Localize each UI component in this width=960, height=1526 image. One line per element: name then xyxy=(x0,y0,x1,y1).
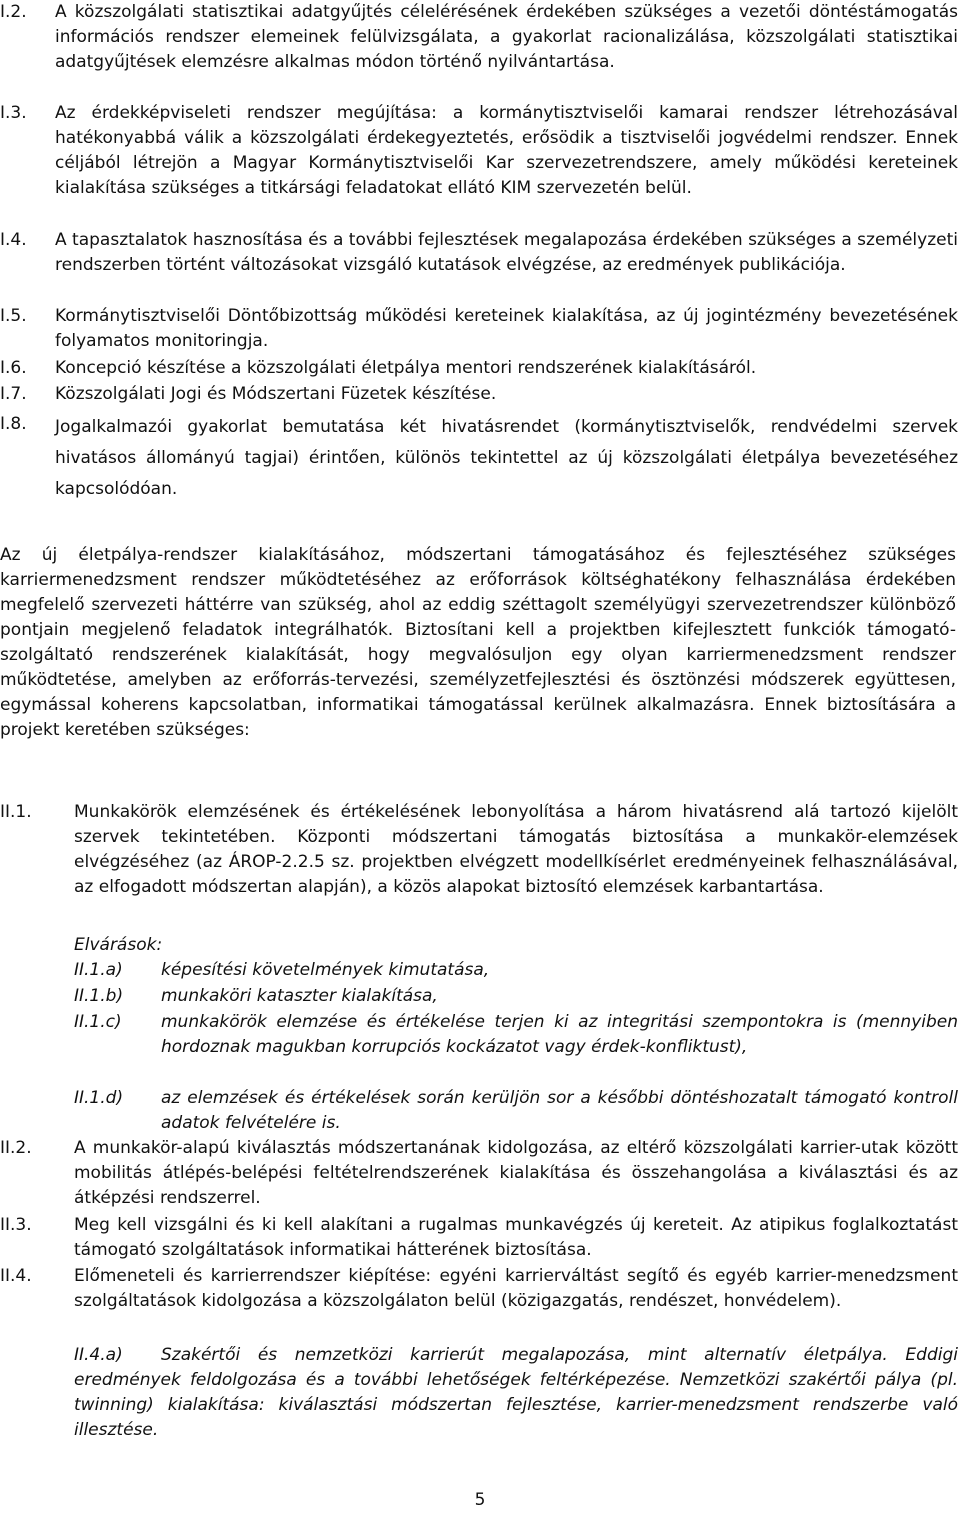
list-item-ii2 xyxy=(0,1136,958,1211)
item-number: I.3. xyxy=(0,103,27,123)
item-text: Előmeneteli és karrierrendszer kiépítése: egyéni karrierváltást segítő és egyéb karrier-menedzsment szolgáltatások kidolgozása a közszolgálaton belül (közigazgatás, rendészet, honvédelem). xyxy=(74,1266,958,1311)
expectation-label: II.1.d) xyxy=(74,1088,124,1108)
item-number: I.5. xyxy=(0,306,27,326)
item-text: Közszolgálati Jogi és Módszertani Füzetek készítése. xyxy=(55,384,497,404)
sub-item-text xyxy=(74,1343,958,1443)
expectation-text: munkaköri kataszter kialakítása, xyxy=(161,986,438,1006)
list-item-ii4 xyxy=(0,1264,958,1339)
item-text: Koncepció készítése a közszolgálati életpálya mentori rendszerének kialakításáról. xyxy=(55,358,757,378)
list-item-i7 xyxy=(0,382,958,407)
item-text: A munkakör-alapú kiválasztás módszertanának kidolgozása, az eltérő közszolgálati karrier-utak között mobilitás átlépés-belépési feltételrendszerének kialakítása és összehangolása a kiválasztási és az átképzési rendszerrel. xyxy=(74,1138,958,1208)
sub-item-label: II.4.a) xyxy=(74,1345,123,1365)
item-text: Meg kell vizsgálni és ki kell alakítani a rugalmas munkavégzés új kereteit. Az atipikus foglalkoztatást támogató szolgáltatások informatikai hátterének biztosítása. xyxy=(74,1215,958,1260)
item-number: I.6. xyxy=(0,358,27,378)
item-text: Munkakörök elemzésének és értékelésének lebonyolítása a három hivatásrend alá tartozó kijelölt szervek tekintetében. Központi módszertani támogatás biztosítása a munkakör-elemzések elvégzéséhez (az ÁROP-2.2.5 sz. projektben elvégzett modellkísérlet eredményeinek felhasználásával, az elfogadott módszertan alapján), a közös alapokat biztosító elemzések karbantartása. xyxy=(74,802,958,897)
expectations-heading-text: Elvárások: xyxy=(74,935,163,955)
list-item-ii3 xyxy=(0,1213,958,1263)
expectation-text: munkakörök elemzése és értékelése terjen ki az integritási szempontokra is (mennyiben hordoznak magukban korrupciós kockázatot vagy érdek-konfliktust), xyxy=(161,1012,958,1057)
item-number: I.4. xyxy=(0,230,27,250)
item-number: II.4. xyxy=(0,1266,32,1286)
list-item-i2 xyxy=(0,0,958,100)
body-paragraph: Az új életpálya-rendszer kialakításához, módszertani támogatásához és fejlesztéséhez szükséges karriermenedzsment rendszer működtetéséhez az erőforrások költséghatékony felhasználása érdekében megfelelő szervezeti háttérre van szükség, ahol az eddig széttagolt személyügyi szervezetrendszer különböző pontjain megjelenő feladatok integrálhatók. Biztosítani kell a projektben kifejlesztett funkciók támogató-szolgáltató rendszerének kialakítását, hogy megvalósuljon egy olyan karriermenedzsment rendszer működtetése, amelyben az erőforrás-tervezési, személyzetfejlesztési és ösztönzési módszerek együttesen, egymással koherens kapcsolatban, informatikai támogatással kerülnek alkalmazásra. Ennek biztosítására a projekt keretében szükséges: xyxy=(0,545,956,740)
expectations-heading xyxy=(74,933,958,958)
item-text: Kormánytisztviselői Döntőbizottság működési kereteinek kialakítása, az új jogintézmény bevezetésének folyamatos monitoringja. xyxy=(55,306,958,351)
expectation-item-b xyxy=(74,984,958,1009)
item-text: A közszolgálati statisztikai adatgyűjtés célelérésének érdekében szükséges a vezetői döntéstámogatás információs rendszer elemeinek felülvizsgálata, a gyakorlat racionalizálása, közszolgálati statisztikai adatgyűjtések elemzésre alkalmas módon történő nyilvántartása. xyxy=(55,2,958,72)
expectation-label: II.1.a) xyxy=(74,960,123,980)
item-text: Az érdekképviseleti rendszer megújítása: a kormánytisztviselői kamarai rendszer létrehozásával hatékonyabbá válik a közszolgálati érdekegyeztetés, erősödik a tisztviselői jogvédelmi rendszer. Ennek céljából létrejön a Magyar Kormánytisztviselői Kar szervezetrendszere, amely működési kereteinek kialakítása szükséges a titkársági feladatokat ellátó KIM szervezetén belül. xyxy=(55,103,958,198)
expectation-text: képesítési követelmények kimutatása, xyxy=(161,960,490,980)
expectation-label: II.1.c) xyxy=(74,1012,122,1032)
expectation-item-a xyxy=(74,958,958,983)
item-number: II.1. xyxy=(0,802,32,822)
list-item-i3 xyxy=(0,101,958,226)
item-number: II.3. xyxy=(0,1215,32,1235)
list-item-i4 xyxy=(0,228,958,303)
item-number: I.7. xyxy=(0,384,27,404)
page-number: 5 xyxy=(474,1490,486,1510)
item-text: Jogalkalmazói gyakorlat bemutatása két hivatásrendet (kormánytisztviselők, rendvédelmi szervek hivatásos állományú tagjai) érintően, különös tekintettel az új közszolgálati életpálya bevezetéséhez kapcsolódóan. xyxy=(55,417,958,499)
sub-item-text-content: Szakértői és nemzetközi karrierút megalapozása, mint alternatív életpálya. Eddigi eredmények feldolgozása és a további lehetőségek feltérképezése. Nemzetközi szakértői pálya (pl. twinning) kialakítása: kiválasztási módszertan fejlesztése, karrier-menedzsment rendszerbe való illesztése. xyxy=(74,1345,958,1440)
expectation-text: az elemzések és értékelések során kerüljön sor a későbbi döntéshozatalt támogató kontroll adatok felvételére is. xyxy=(161,1088,958,1133)
item-number: II.2. xyxy=(0,1138,32,1158)
list-item-i5 xyxy=(0,304,958,354)
list-item-i8 xyxy=(0,412,958,505)
expectation-label: II.1.b) xyxy=(74,986,124,1006)
expectation-item-d xyxy=(74,1086,958,1136)
list-item-ii1 xyxy=(0,800,958,925)
item-number: I.2. xyxy=(0,2,27,22)
sub-item-ii4a xyxy=(74,1343,958,1443)
list-item-i6 xyxy=(0,356,958,381)
expectation-item-c xyxy=(74,1010,958,1085)
item-number: I.8. xyxy=(0,414,27,434)
item-text: A tapasztalatok hasznosítása és a további fejlesztések megalapozása érdekében szükséges a személyzeti rendszerben történt változásokat vizsgáló kutatások elvégzése, az eredmények publikációja. xyxy=(55,230,958,275)
